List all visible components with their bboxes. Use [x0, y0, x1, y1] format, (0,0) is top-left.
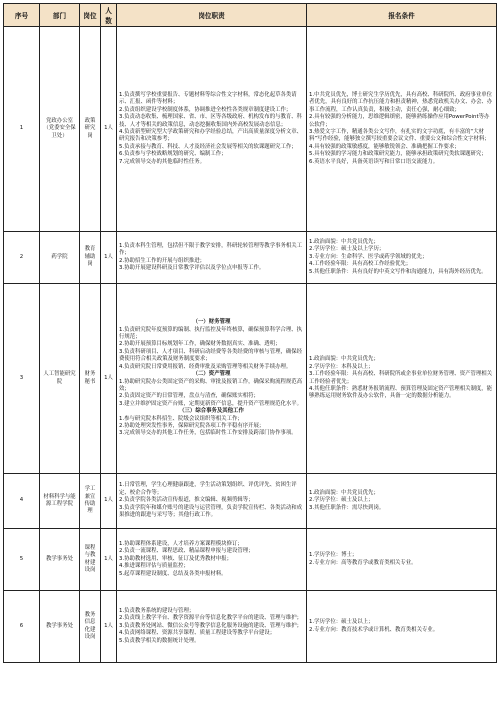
list-item: 3.其他任职条件：需尽快到岗。	[309, 504, 385, 511]
header-seq: 序号	[4, 4, 40, 27]
list-item: 2.负责一流课程、课程思政、精品课程申报与建设管理；	[119, 548, 254, 555]
list-item: 4.负责网络课程、资源共享课程、质量工程建设等教学平台建设；	[119, 630, 276, 637]
header-position: 岗位	[80, 4, 101, 27]
row-position: 教育辅助岗	[80, 232, 101, 284]
list-item: 3.热爱文字工作，精通各类公文写作，有扎实的文字功底，有丰富的“大材料”写作经验，能够独立撰写较重要会议文件、重要公文和综合性文字材料；	[309, 129, 490, 143]
row-count: 1人	[101, 529, 117, 591]
row-seq: 5	[4, 529, 40, 591]
list-item: 1.协助研究院办公类固定资产的采购、审批及报销工作，确保采购流程规范高效；	[119, 378, 303, 392]
list-item: 2.具有较强的分析能力，思维逻辑缜密，能够熟练操作应用PowerPoint等办公软件；	[309, 114, 490, 128]
row-position: 政策研究岗	[80, 27, 101, 232]
list-item: 3.负责教务处网站、微信公众号等教学信息化服务设施的建设、管理与维护；	[119, 622, 303, 629]
list-item: 4.负责新型研究型大学政策研究和办学经验总结，产出高质量深度分析文章、研究报告和决策参考；	[119, 129, 303, 143]
list-item: 5.起草课程建设制度、总结及各类申报材料。	[119, 570, 227, 577]
row-dept: 党政办公室（党委安全保卫处）	[40, 27, 80, 232]
list-item: 1.负责本科生管理，包括但不限于教学安排，科研轮转管理等教学事务相关工作；	[119, 242, 303, 257]
header-dept: 部门	[40, 4, 80, 27]
list-item: 1.负责撰写学校重要报告、专题材料等综合性文字材料，常态化起草各类请示、汇报、函件等材料；	[119, 91, 297, 106]
list-item: 3.负责动态收集、梳理国家、省、市、区等各级政府、机构发布的与教育、科技、人才等相关的政策信息，动态挖掘收集国内外高校发展动态信息；	[119, 114, 303, 128]
row-count: 1人	[101, 232, 117, 284]
list-item: 2.负责组织建设学校制度体系，协调推进全校性各类规章制度建设工作；	[119, 106, 292, 113]
list-item: 5.负责教学相关的数据统计处理。	[119, 637, 200, 644]
list-item: 2.负责固定资产的日常管理，盘点与清查，确保账实相符；	[119, 393, 259, 400]
list-item: 6.负责参与学校战略规划的研究、编制工作；	[119, 151, 227, 158]
list-item: 3.建立并维护固定资产台账，定期更新资产信息，提升资产管理规范化水平。	[119, 400, 303, 407]
list-item: 1.政治面貌：中共党员优先；	[309, 356, 379, 363]
list-item: 5.负责承接与教育、科技、人才及经济社会发展等相关的软课题研究工作；	[119, 143, 297, 150]
row-duties	[117, 284, 307, 474]
list-item: 4.负责研究院日常费用报销、经费审批及采购管理等相关财务手续办理。	[119, 363, 292, 370]
row-dept: 教学事务处	[40, 529, 80, 591]
table-row	[4, 529, 497, 591]
list-item: 2.协助招生工作的开展与组织推进；	[119, 257, 206, 264]
list-item: 3.协助教材选用、审核、征订及优秀教材申报；	[119, 555, 232, 562]
list-item: 2.协助处理突发性事务，保障研究院各项工作平稳有序开展；	[119, 422, 265, 429]
list-item: 1.日常管理，学生心理健康跟进，学生活动策划组织、评优评先、贫困生评定、校企合作等；	[119, 482, 297, 496]
list-item: 3.专业方向：生命科学、医学或药学领域的优先；	[309, 253, 428, 260]
row-dept: 人工智能研究院	[40, 284, 80, 474]
list-item: 4.工作经验年限：具有高校工作经验优先；	[309, 261, 412, 268]
list-item: 1.负责教务系统的建设与管理；	[119, 607, 195, 614]
row-seq: 1	[4, 27, 40, 232]
table-row	[4, 284, 497, 474]
row-position: 课程与教材建设岗	[80, 529, 101, 591]
row-seq: 6	[4, 591, 40, 663]
row-duties	[117, 27, 307, 232]
section-heading: （一）财务管理	[192, 319, 231, 326]
row-duties	[117, 232, 307, 284]
list-item: 2.学历学位：本科及以上；	[309, 363, 374, 370]
table-row	[4, 591, 497, 663]
row-count: 1人	[101, 591, 117, 663]
list-item: 5.其他任职条件：具有良好的中英文写作和沟通能力，具有海外经历优先。	[309, 268, 487, 275]
list-item: 2.学历学位：硕士及以上学历；	[309, 246, 385, 253]
row-requirements	[307, 529, 497, 591]
list-item: 4.具有较强的政策敏感度，能够敏锐领会、准确把握工作要求；	[309, 143, 460, 150]
row-dept: 教学事务处	[40, 591, 80, 663]
header-count: 人数	[101, 4, 117, 27]
list-item: 1.负责研究院年度预算的编制、执行监控及年终核算，确保预算科学合理、执行规范；	[119, 326, 303, 341]
list-item: 2.专业方向：高等教育学或教育类相关专业。	[309, 559, 417, 566]
list-item: 1.参与研究院本科招生、院级会议组织等相关工作；	[119, 415, 243, 422]
table-header-row	[4, 4, 497, 27]
list-item: 5.具有较强的学习能力和政策研究能力，能够承担政策研究类软课题研究；	[309, 151, 487, 158]
row-requirements	[307, 27, 497, 232]
list-item: 1.协助课程体系建设，人才培养方案课程模块修订；	[119, 540, 243, 547]
list-item: 3.完成领导交办的其他工作任务，包括临时性工作安排及跨部门协作事项。	[119, 430, 297, 437]
list-item: 2.协助开展预算目标规划年工作，确保财务数据真实、准确、透明；	[119, 341, 281, 348]
row-dept: 药学院	[40, 232, 80, 284]
list-item: 7.完成领导交办的其他临时性任务。	[119, 158, 206, 165]
list-item: 2.学历学位：硕士及以上；	[309, 497, 374, 504]
list-item: 6.英语水平良好，具备英语读写和日常口语交流能力。	[309, 158, 439, 165]
row-seq: 3	[4, 284, 40, 474]
list-item: 1.政治面貌：中共党员优先；	[309, 238, 379, 245]
row-duties	[117, 529, 307, 591]
row-requirements	[307, 474, 497, 529]
list-item: 4.其他任职条件：熟悉财务报销流程、预算管理及固定资产管理相关制度，能够熟练运用财务软件及办公软件，具备一定的数据分析能力。	[309, 385, 493, 400]
row-requirements	[307, 232, 497, 284]
section-heading: （二）资产管理	[192, 371, 231, 378]
row-position: 学工兼宣传助理	[80, 474, 101, 529]
list-item: 1.政治面貌：中共党员优先；	[309, 489, 379, 496]
row-count: 1人	[101, 474, 117, 529]
list-item: 3.负责学院年和媒介账号的建设与运营管理，负责学院宣传栏、各类活动和成果推进的跟进与采写等；其他行政工作。	[119, 504, 303, 519]
row-count: 1人	[101, 27, 117, 232]
table-row	[4, 474, 497, 529]
list-item: 3.协助开展建设科研及日常教学评估以及学位点申报等工作。	[119, 264, 265, 271]
list-item: 2.负责线上教学平台、教学资源平台等信息化教学平台的建设、管理与维护；	[119, 615, 303, 622]
row-count: 1人	[101, 284, 117, 474]
list-item: 3.工作经验年限：具有高校、科研院所或企事业单位财务管理、资产管理相关工作经验者优先；	[309, 371, 493, 385]
section-heading: （三）综合事务及其他工作	[179, 408, 244, 415]
list-item: 1.学历学位：硕士及以上；	[309, 619, 374, 626]
list-item: 1.中共党员优先，博士研究生学历优先，具有高校、科研院所、政府事业单位者优先，具有良好的工作抗压能力和担责精神，热悉党政机关办文、办会、办事工作流程，工作认真负责，积极主动，责任心强，耐心细致；	[309, 91, 493, 113]
row-position: 财务秘书	[80, 284, 101, 474]
row-dept: 材料科学与能源工程学院	[40, 474, 80, 529]
row-duties	[117, 591, 307, 663]
list-item: 1.学历学位：博士；	[309, 552, 358, 559]
row-requirements	[307, 591, 497, 663]
header-requirements: 报名条件	[307, 4, 497, 27]
row-requirements	[307, 284, 497, 474]
list-item: 2.负责学院各类活动宣传报道，推文编辑、视频剪辑等；	[119, 497, 254, 504]
job-listing-table	[3, 3, 497, 663]
list-item: 2.专业方向：教育技术学或计算机、教育类相关专业。	[309, 626, 439, 633]
list-item: 3.负责科研项目、人才项目、科研启动经费等各类经费的审核与管理，确保经费使用符合相关政策及财务制度要求；	[119, 348, 303, 363]
table-row	[4, 232, 497, 284]
row-position: 教务信息化建设岗	[80, 591, 101, 663]
list-item: 4.推进课程评估与质量监控；	[119, 563, 189, 570]
header-duties: 岗位职责	[117, 4, 307, 27]
table-row	[4, 27, 497, 232]
row-seq: 4	[4, 474, 40, 529]
row-duties	[117, 474, 307, 529]
row-seq: 2	[4, 232, 40, 284]
